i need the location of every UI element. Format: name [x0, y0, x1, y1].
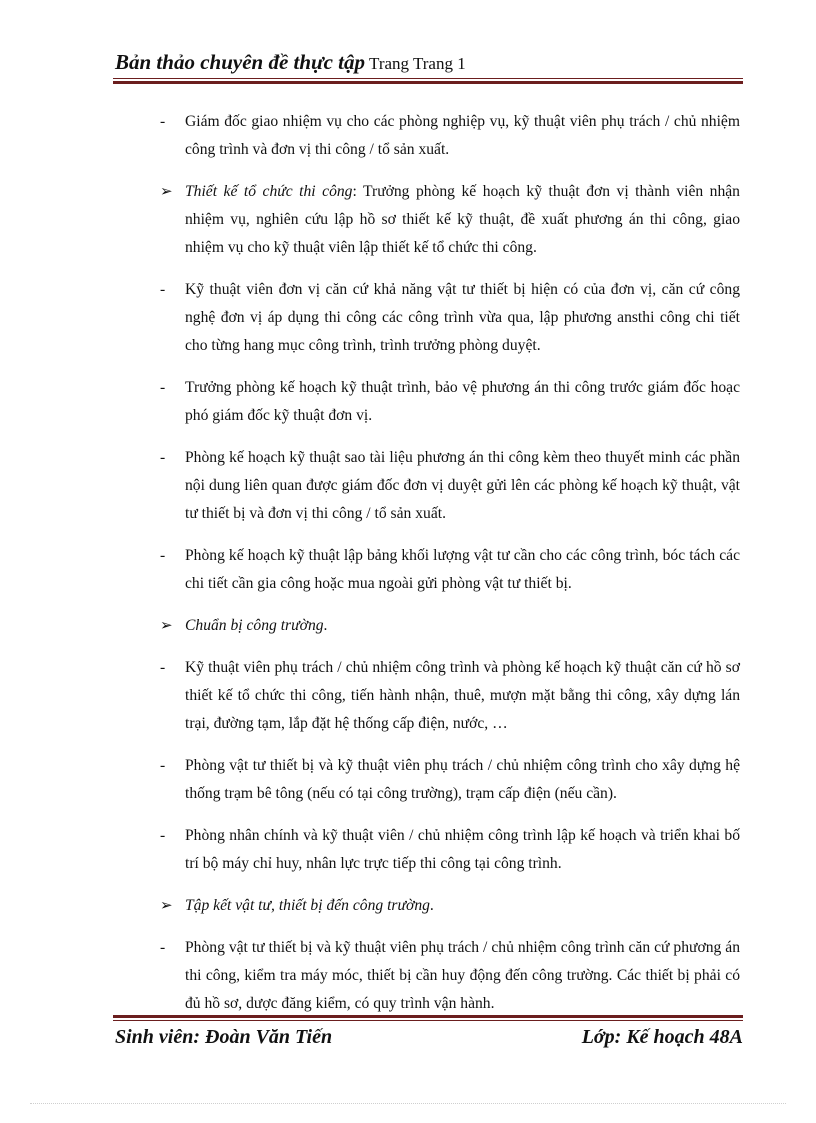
dash-bullet: - [160, 547, 166, 564]
student-name: Sinh viên: Đoàn Văn Tiến [115, 1026, 333, 1048]
header-rule-thin [113, 78, 743, 79]
list-item [160, 108, 740, 164]
arrow-bullet-icon: ➢ [160, 184, 173, 200]
dash-bullet: - [160, 113, 166, 130]
section-heading-item [160, 178, 740, 262]
item-text: Phòng kế hoạch kỹ thuật sao tài liệu phương án thi công kèm theo thuyết minh các phần nội dung liên quan được giám đốc đơn vị duyệt gửi lên các phòng kế hoạch kỹ thuật, vật tư thiết bị và đơn vị thi công / tổ sản xuất. [185, 449, 740, 522]
class-name: Lớp: Kế hoạch 48A [581, 1026, 743, 1048]
item-text: . [429, 897, 434, 914]
section-heading: Chuẩn bị công trường [185, 617, 324, 634]
item-text: Trưởng phòng kế hoạch kỹ thuật trình, bảo vệ phương án thi công trước giám đốc hoạc phó giám đốc kỹ thuật đơn vị. [185, 379, 740, 424]
footer-rule-thin [113, 1020, 743, 1021]
arrow-bullet-icon: ➢ [160, 618, 173, 634]
list-item [160, 276, 740, 360]
item-text: Phòng vật tư thiết bị và kỹ thuật viên phụ trách / chủ nhiệm công trình cho xây dựng hệ thống trạm bê tông (nếu có tại công trường), trạm cấp điện (nếu cần). [185, 757, 740, 802]
list-item [160, 654, 740, 738]
dash-bullet: - [160, 939, 166, 956]
list-item [160, 374, 740, 430]
item-text: Giám đốc giao nhiệm vụ cho các phòng nghiệp vụ, kỹ thuật viên phụ trách / chủ nhiệm công trình và đơn vị thi công / tổ sản xuất. [185, 113, 740, 158]
item-text: : Trưởng phòng kế hoạch kỹ thuật đơn vị thành viên nhận nhiệm vụ, nghiên cứu lập hồ sơ thiết kế kỹ thuật, đề xuất phương án thi công, giao nhiệm vụ cho kỹ thuật viên lập thiết kế tổ chức thi công. [185, 183, 740, 256]
section-heading-item [160, 892, 740, 920]
document-body [160, 108, 740, 1032]
item-text: Phòng kế hoạch kỹ thuật lập bảng khối lượng vật tư cần cho các công trình, bóc tách các chi tiết cần gia công hoặc mua ngoài gửi phòng vật tư thiết bị. [185, 547, 740, 592]
section-heading-item [160, 612, 740, 640]
list-item [160, 444, 740, 528]
dash-bullet: - [160, 379, 166, 396]
section-heading: Tập kết vật tư, thiết bị đến công trường [185, 897, 430, 914]
dash-bullet: - [160, 757, 166, 774]
list-item [160, 752, 740, 808]
arrow-bullet-icon: ➢ [160, 898, 173, 914]
page-header [115, 50, 745, 75]
document-title: Bản thảo chuyên đề thực tập [115, 50, 366, 74]
page-footer [115, 1026, 743, 1052]
dash-bullet: - [160, 827, 166, 844]
item-text: Kỹ thuật viên phụ trách / chủ nhiệm công trình và phòng kế hoạch kỹ thuật căn cứ hồ sơ thiết kế tổ chức thi công, tiến hành nhận, thuê, mượn mặt bằng thi công, xây dựng lán trại, đường tạm, lắp đặt hệ thống cấp điện, nước, … [185, 659, 740, 732]
dash-bullet: - [160, 449, 166, 466]
list-item [160, 822, 740, 878]
footer-rule-thick [113, 1015, 743, 1018]
header-rule-thick [113, 81, 743, 84]
dash-bullet: - [160, 281, 166, 298]
dash-bullet: - [160, 659, 166, 676]
item-text: . [323, 617, 328, 634]
section-heading: Thiết kế tổ chức thi công [185, 183, 353, 200]
page-number: Trang Trang 1 [369, 54, 466, 73]
list-item [160, 542, 740, 598]
item-text: Kỹ thuật viên đơn vị căn cứ khả năng vật tư thiết bị hiện có của đơn vị, căn cứ công nghệ đơn vị áp dụng thi công các công trình vừa qua, lập phương ansthi công chi tiết cho từng hang mục công trình, trình trưởng phòng duyệt. [185, 281, 740, 354]
list-item [160, 934, 740, 1018]
item-text: Phòng vật tư thiết bị và kỹ thuật viên phụ trách / chủ nhiệm công trình căn cứ phương án thi công, kiểm tra máy móc, thiết bị cần huy động đến công trường. Các thiết bị phải có đủ hồ sơ, dược đăng kiểm, có quy trình vận hành. [185, 939, 740, 1012]
page-edge-divider [30, 1103, 786, 1104]
item-text: Phòng nhân chính và kỹ thuật viên / chủ nhiệm công trình lập kế hoạch và triển khai bố trí bộ máy chỉ huy, nhân lực trực tiếp thi công tại công trình. [185, 827, 740, 872]
